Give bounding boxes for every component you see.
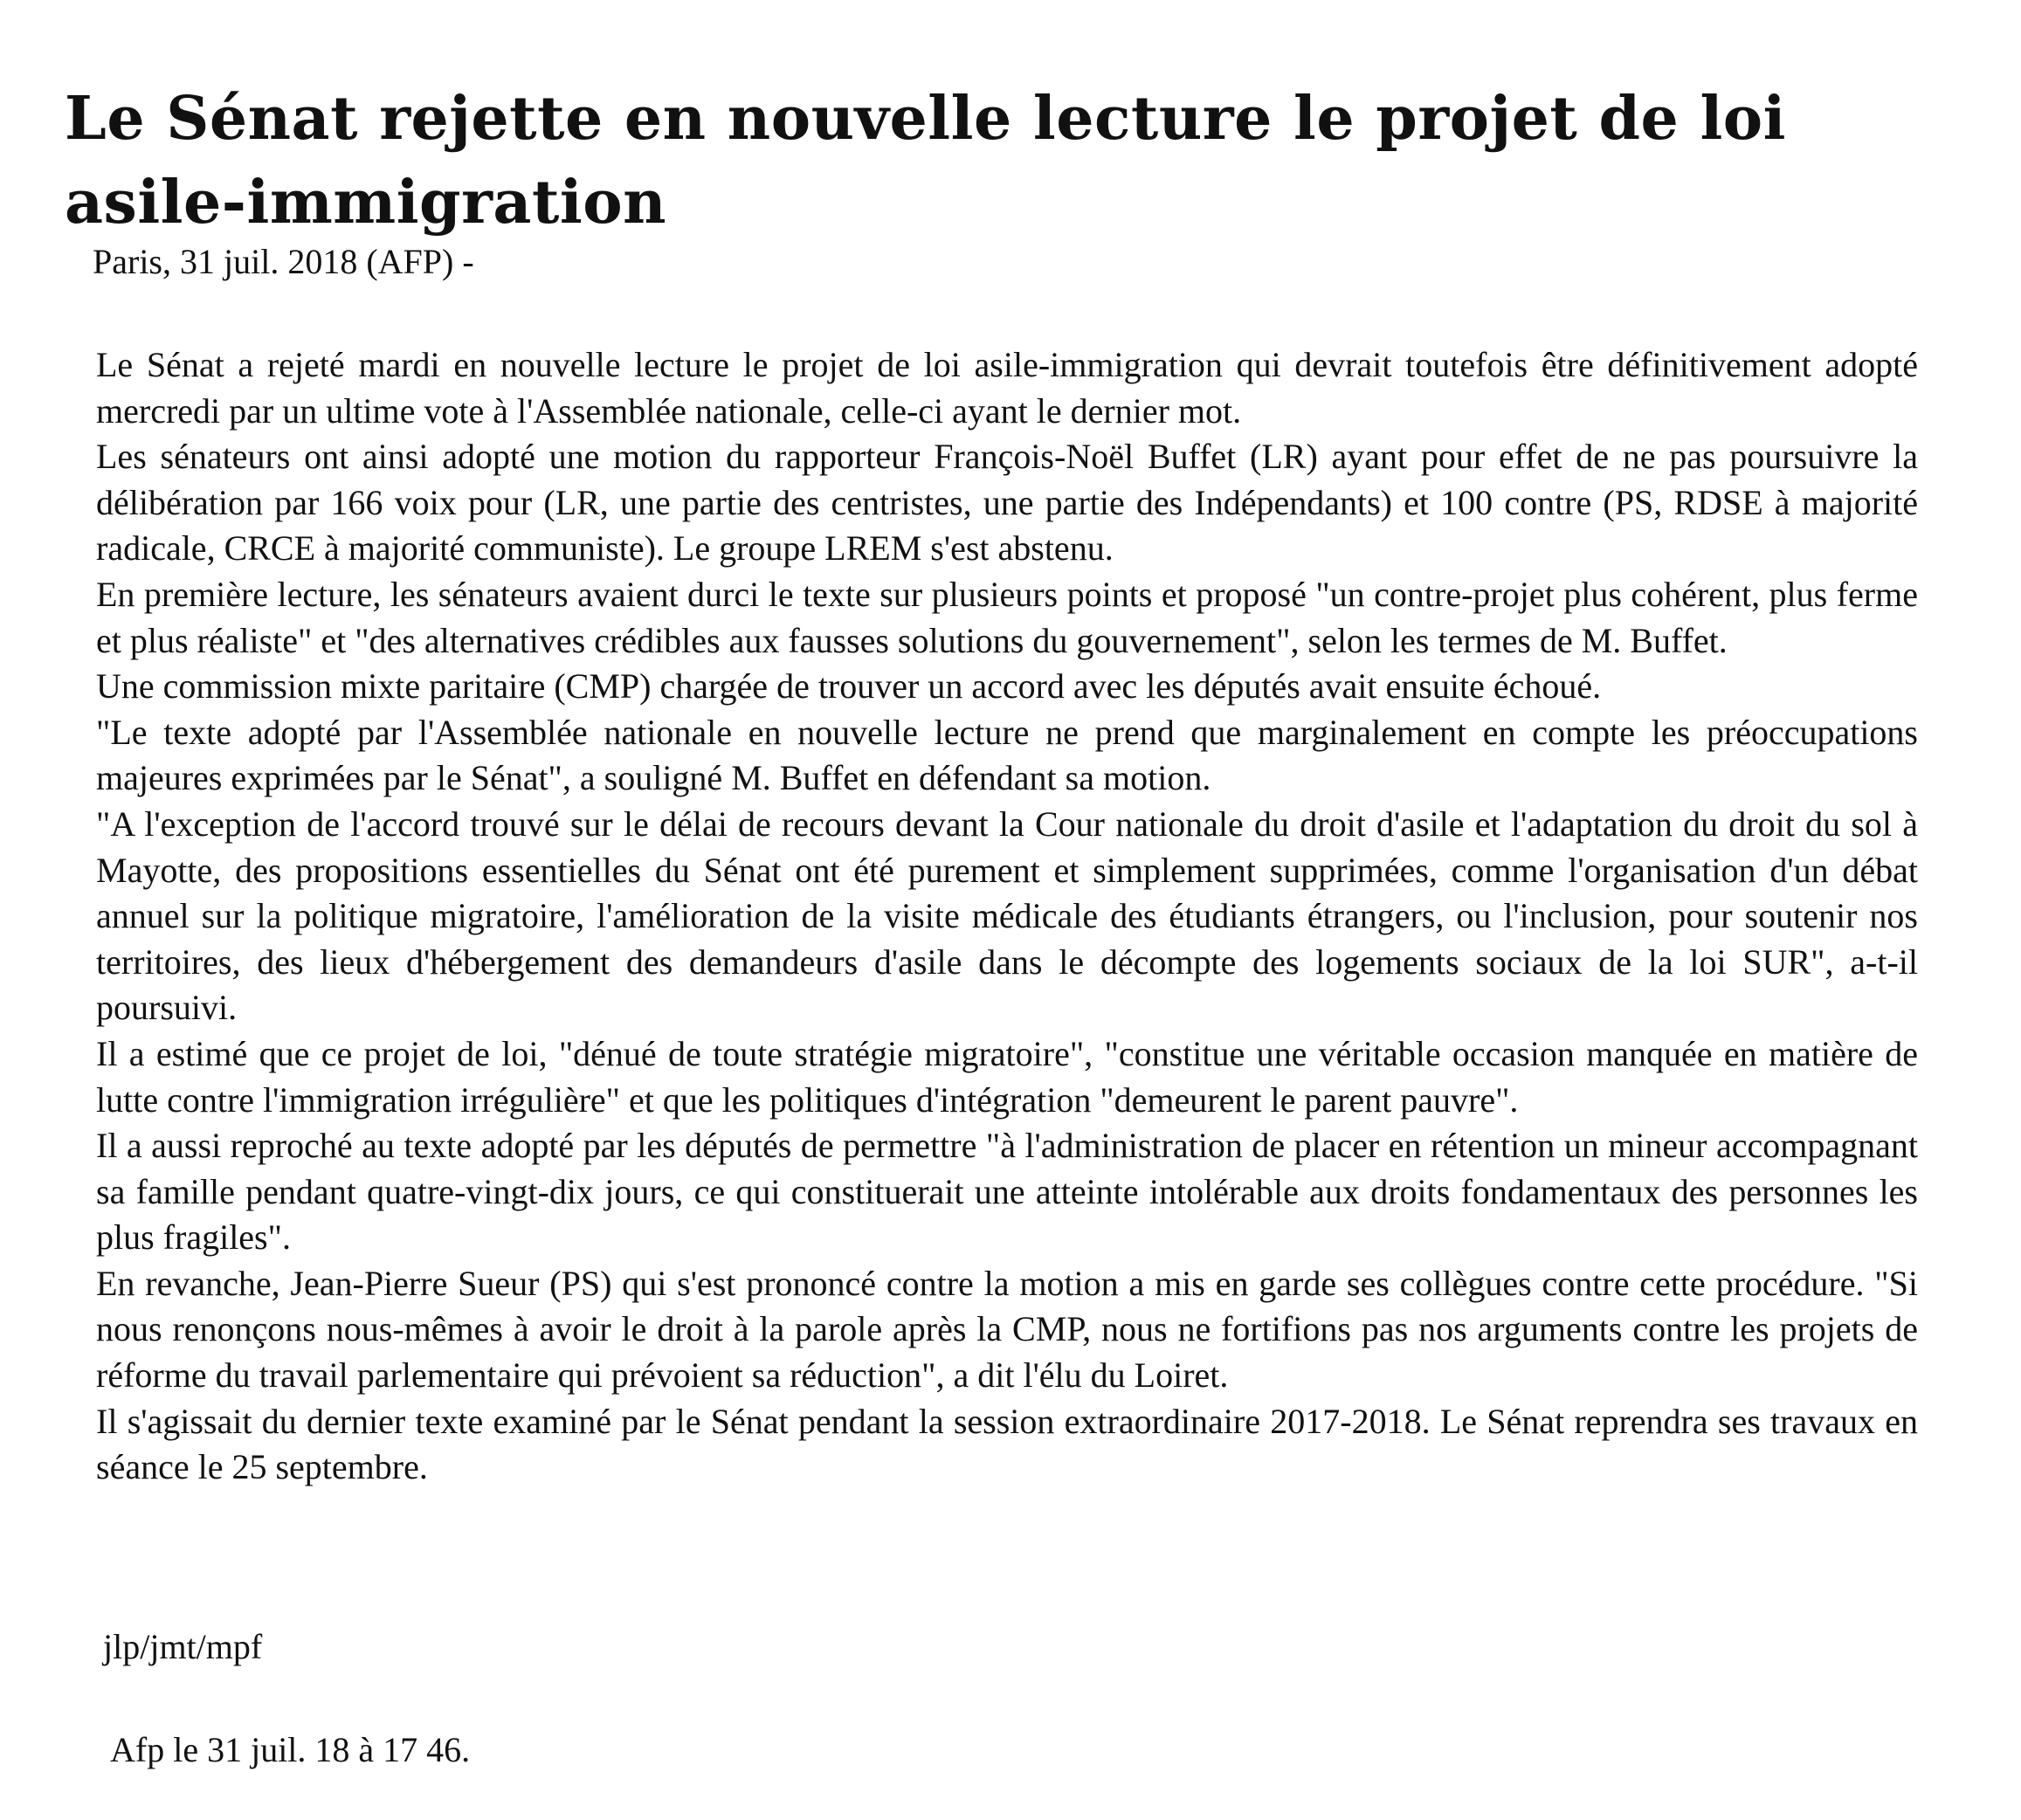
article-paragraph: "Le texte adopté par l'Assemblée nationale en nouvelle lecture ne prend que marginalement en compte les préoccupations majeures exprimées par le Sénat", a souligné M. Buffet en défendant sa motion. — [96, 712, 1918, 798]
article-paragraph: En revanche, Jean-Pierre Sueur (PS) qui s'est prononcé contre la motion a mis en garde ses collègues contre cette procédure. "Si nous renonçons nous-mêmes à avoir le droit à la parole après la CMP, nous ne fortifions pas nos arguments contre les projets de réforme du travail parlementaire qui prévoient sa réduction", a dit l'élu du Loiret. — [96, 1263, 1918, 1396]
article-dateline: Paris, 31 juil. 2018 (AFP) - — [93, 242, 474, 281]
article-footer: Afp le 31 juil. 18 à 17 46. — [110, 1730, 471, 1769]
article-paragraph: Il a estimé que ce projet de loi, "dénué de toute stratégie migratoire", "constitue une véritable occasion manquée en matière de lutte contre l'immigration irrégulière" et que les politiques d'intégration "demeurent le parent pauvre". — [96, 1033, 1918, 1120]
article-paragraph: "A l'exception de l'accord trouvé sur le délai de recours devant la Cour nationale du droit d'asile et l'adaptation du droit du sol à Mayotte, des propositions essentielles du Sénat ont été purement et simplement supprimées, comme l'organisation d'un débat annuel sur la politique migratoire, l'amélioration de la visite médicale des étudiants étrangers, ou l'inclusion, pour soutenir nos territoires, des lieux d'hébergement des demandeurs d'asile dans le décompte des logements sociaux de la loi SUR", a-t-il poursuivi. — [96, 803, 1918, 1028]
article-paragraph: Une commission mixte paritaire (CMP) chargée de trouver un accord avec les députés avait ensuite échoué. — [96, 666, 1602, 707]
article-paragraph: En première lecture, les sénateurs avaient durci le texte sur plusieurs points et proposé "un contre-projet plus cohérent, plus ferme et plus réaliste" et "des alternatives crédibles aux fausses solutions du gouvernement", selon les termes de M. Buffet. — [96, 574, 1918, 660]
article-body — [96, 342, 1918, 1491]
article-paragraph: Le Sénat a rejeté mardi en nouvelle lecture le projet de loi asile-immigration qui devrait toutefois être définitivement adopté mercredi par un ultime vote à l'Assemblée nationale, celle-ci ayant le dernier mot. — [96, 345, 1918, 431]
article-headline: Le Sénat rejette en nouvelle lecture le projet de loi asile-immigration — [65, 84, 1786, 238]
article-paragraph: Il s'agissait du dernier texte examiné par le Sénat pendant la session extraordinaire 2017-2018. Le Sénat reprendra ses travaux en séance le 25 septembre. — [96, 1401, 1918, 1487]
article-paragraph: Il a aussi reproché au texte adopté par les députés de permettre "à l'administration de placer en rétention un mineur accompagnant sa famille pendant quatre-vingt-dix jours, ce qui constituerait une atteinte intolérable aux droits fondamentaux des personnes les plus fragiles". — [96, 1126, 1918, 1258]
article-paragraph: Les sénateurs ont ainsi adopté une motion du rapporteur François-Noël Buffet (LR) ayant pour effet de ne pas poursuivre la délibération par 166 voix pour (LR, une partie des centristes, une partie des Indépendants) et 100 contre (PS, RDSE à majorité radicale, CRCE à majorité communiste). Le groupe LREM s'est abstenu. — [96, 437, 1918, 569]
article-signature: jlp/jmt/mpf — [103, 1627, 263, 1666]
